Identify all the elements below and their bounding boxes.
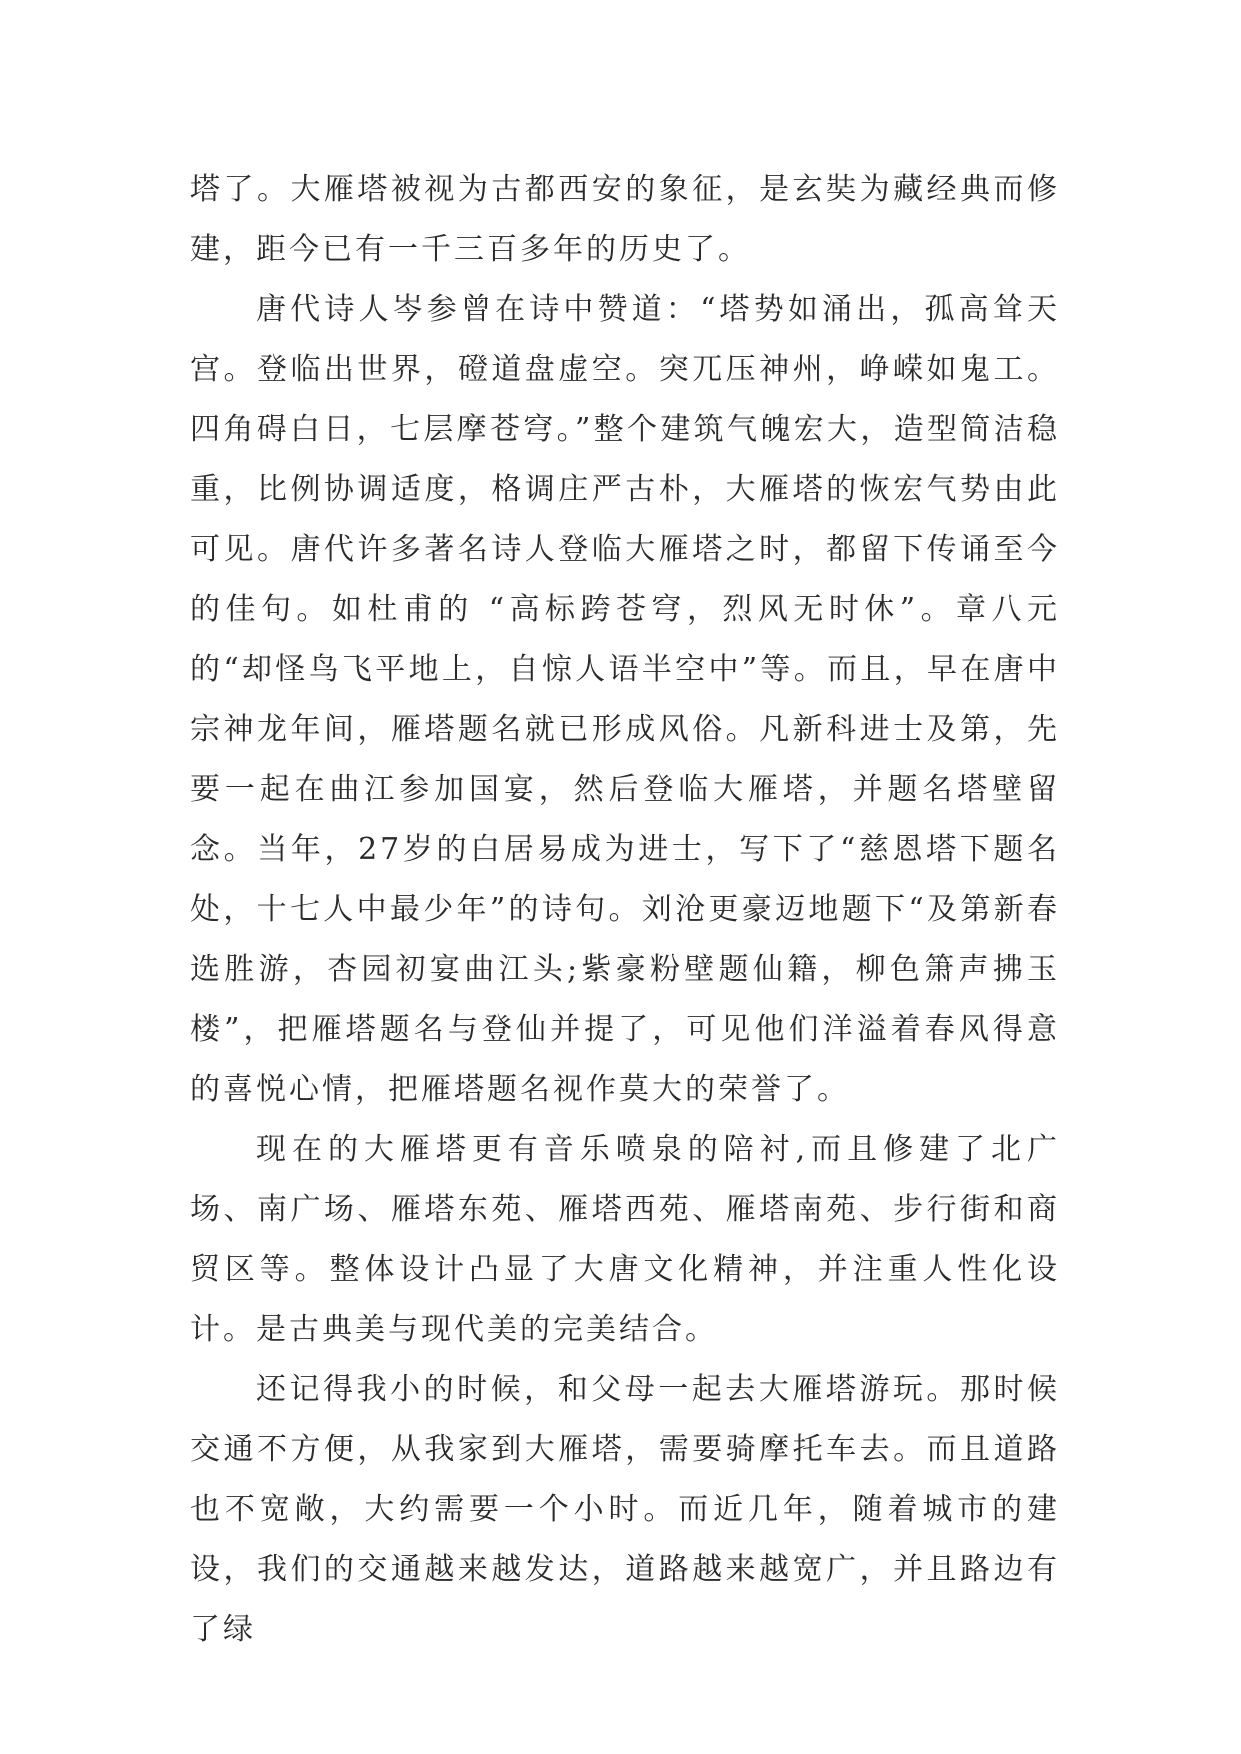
paragraph-3: 现在的大雁塔更有音乐喷泉的陪衬,而且修建了北广场、南广场、雁塔东苑、雁塔西苑、雁塔南苑、步行街和商贸区等。整体设计凸显了大唐文化精神，并注重人性化设计。是古典美与现代美的完美结合。 (190, 1132, 1060, 1347)
paragraph-2: 唐代诗人岑参曾在诗中赞道：“塔势如涌出，孤高耸天宫。登临出世界，磴道盘虚空。突兀压神州，峥嵘如鬼工。四角碍白日，七层摩苍穹。”整个建筑气魄宏大，造型简洁稳重，比例协调适度，格调庄严古朴，大雁塔的恢宏气势由此可见。唐代许多著名诗人登临大雁塔之时，都留下传诵至今的佳句。如杜甫的 “高标跨苍穹，烈风无时休”。章八元的“却怪鸟飞平地上，自惊人语半空中”等。而且，早在唐中宗神龙年间，雁塔题名就已形成风俗。凡新科进士及第，先要一起在曲江参加国宴，然后登临大雁塔，并题名塔壁留念。当年，27岁的白居易成为进士，写下了“慈恩塔下题名处，十七人中最少年”的诗句。刘沧更豪迈地题下“及第新春选胜游，杏园初宴曲江头;紫豪粉壁题仙籍，柳色箫声拂玉楼”，把雁塔题名与登仙并提了，可见他们洋溢着春风得意的喜悦心情，把雁塔题名视作莫大的荣誉了。 (190, 292, 1060, 1107)
paragraph-1: 塔了。大雁塔被视为古都西安的象征，是玄奘为藏经典而修建，距今已有一千三百多年的历史了。 (190, 172, 1060, 267)
paragraph-4: 还记得我小的时候，和父母一起去大雁塔游玩。那时候交通不方便，从我家到大雁塔，需要骑摩托车去。而且道路也不宽敞，大约需要一个小时。而近几年，随着城市的建设，我们的交通越来越发达，道路越来越宽广，并且路边有了绿 (190, 1372, 1060, 1647)
document-body (190, 160, 1060, 1660)
